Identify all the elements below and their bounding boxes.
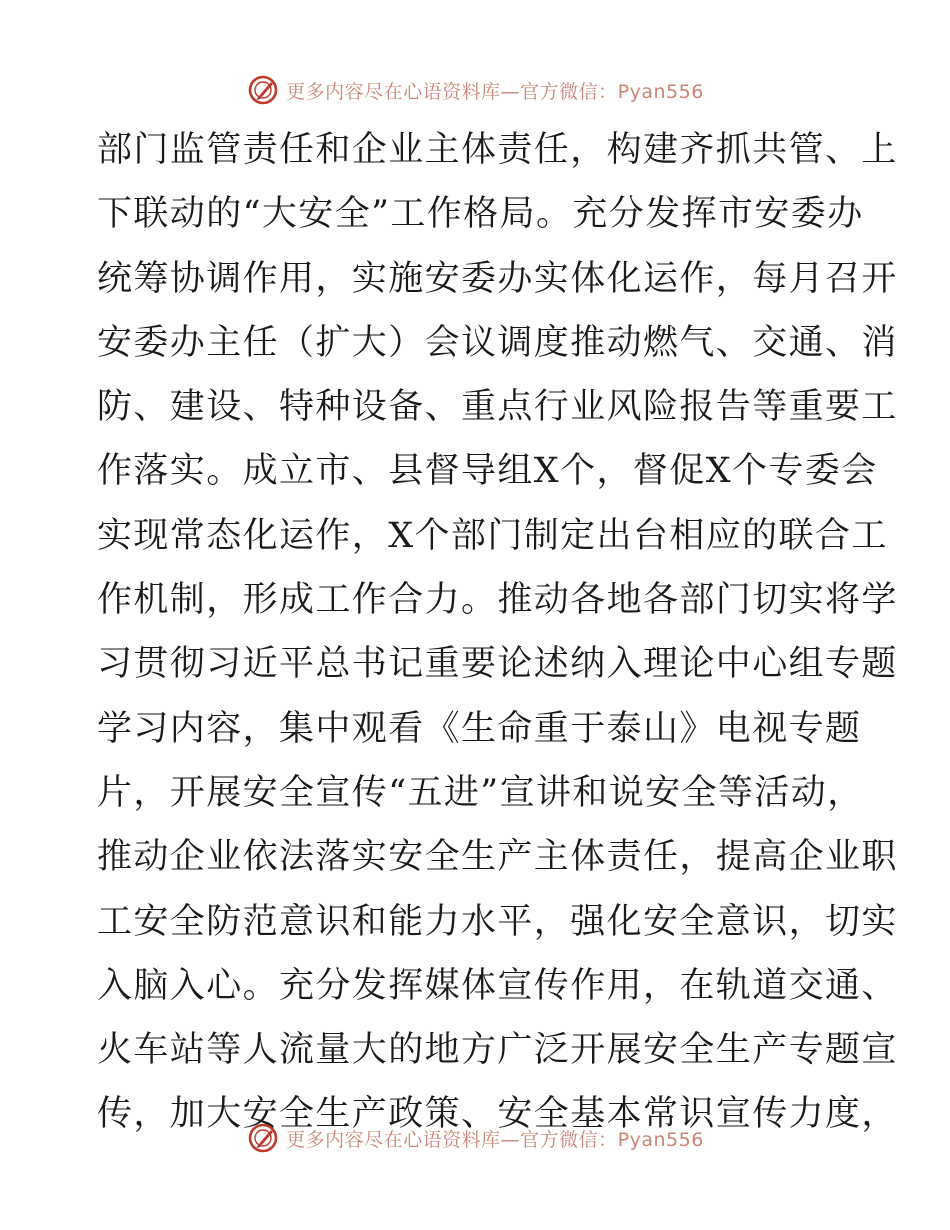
text-line: 作落实。成立市、县督导组X个，督促X个专委会	[97, 451, 878, 492]
pen-logo-icon	[246, 1121, 280, 1155]
text-line: 作机制，形成工作合力。推动各地各部门切实将学	[97, 580, 898, 621]
text-line: 传，加大安全生产政策、安全基本常识宣传力度，	[97, 1094, 898, 1135]
text-line: 推动企业依法落实安全生产主体责任，提高企业职	[97, 837, 898, 878]
pen-logo-icon	[246, 73, 280, 107]
text-line: 实现常态化运作，X个部门制定出台相应的联合工	[97, 515, 888, 556]
text-line: 学习内容，集中观看《生命重于泰山》电视专题	[97, 708, 862, 749]
text-line: 习贯彻习近平总书记重要论述纳入理论中心组专题	[97, 644, 898, 685]
text-line: 防、建设、特种设备、重点行业风险报告等重要工	[97, 387, 898, 428]
text-line: 部门监管责任和企业主体责任，构建齐抓共管、上	[97, 130, 898, 170]
text-line: 安委办主任（扩大）会议调度推动燃气、交通、消	[97, 322, 898, 363]
header-watermark	[0, 70, 950, 110]
text-line: 入脑入心。充分发挥媒体宣传作用，在轨道交通、	[97, 965, 898, 1006]
text-line: 工安全防范意识和能力水平，强化安全意识，切实	[97, 901, 898, 942]
text-line: 片，开展安全宣传“五进”宣讲和说安全等活动，	[97, 772, 864, 813]
text-line: 下联动的“大安全”工作格局。充分发挥市安委办	[97, 194, 864, 235]
text-line: 火车站等人流量大的地方广泛开展安全生产专题宣	[97, 1030, 898, 1071]
text-line: 统筹协调作用，实施安委办实体化运作，每月召开	[97, 258, 898, 299]
document-body	[97, 118, 898, 1147]
footer-watermark-text: 更多内容尽在心语资料库—官方微信：Pyan556	[286, 1128, 704, 1151]
header-watermark-text: 更多内容尽在心语资料库—官方微信：Pyan556	[286, 80, 704, 103]
footer-watermark	[0, 1118, 950, 1158]
